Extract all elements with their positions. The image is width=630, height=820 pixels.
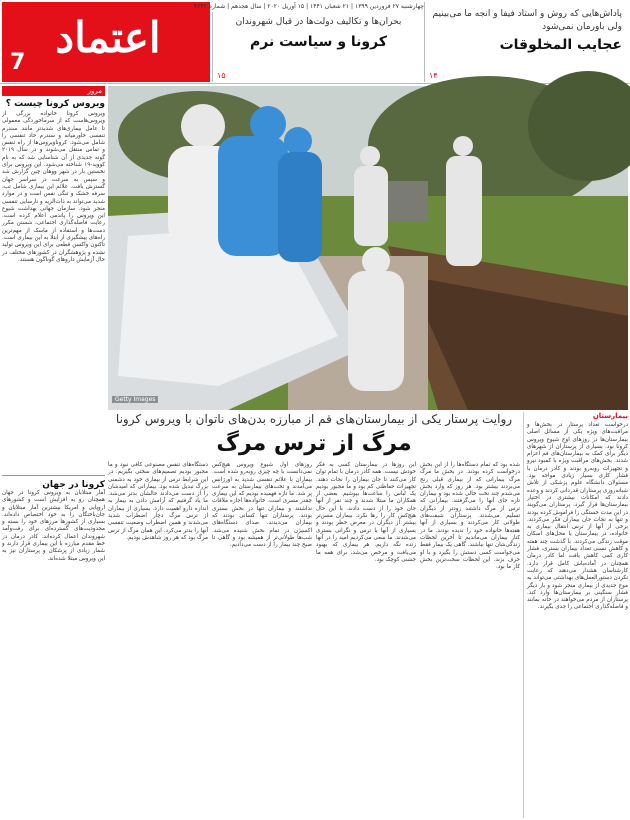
burial-scene-illustration (108, 86, 628, 410)
photo-credit: Getty Images (112, 396, 158, 403)
right-column-body: درخواست تعداد پرستار در بخش‌ها و مراقبت‌های ویژه یکی از مسائل اصلی بیمارستان‌ها در روزهای اوج شیوع ویروس کرونا بود. بسیاری از پرستاران از شهرهای دیگر برای کمک به بیمارستان‌های قم اعزام شدند. بخش‌های مراقبت ویژه با کمبود نیرو و تجهیزات روبه‌رو بودند و کادر درمان با فشار کاری بسیار زیادی مواجه بود. مسئولان دانشگاه علوم پزشکی از تلاش شبانه‌روزی پرستاران قدردانی کردند و وعده دادند که امکانات بیشتری در اختیار بیمارستان‌ها قرار گیرد. پرستاران می‌گویند در این مدت خستگی را فراموش کرده بودند و تنها به نجات جان بیماران فکر می‌کردند. برخی از آنها از ترس انتقال بیماری به خانواده، در بیمارستان یا محل‌های اسکان موقت زندگی می‌کردند. با گذشت چند هفته و کاهش نسبی تعداد بیماران بستری، فشار کاری کمی کاهش یافت اما کادر درمان همچنان در آماده‌باش کامل قرار دارد. کارشناسان هشدار می‌دهند که رعایت نکردن دستورالعمل‌های بهداشتی می‌تواند به موج جدیدی از بیماری منجر شود و بار دیگر فشار سنگینی بر بیمارستان‌ها وارد کند. پرستاران از مردم می‌خواهند در خانه بمانند و فاصله‌گذاری اجتماعی را جدی بگیرند. (526, 422, 628, 611)
article-column: این روزها در بیمارستان کسی به فکر خودش نیست. همه کادر درمان با تمام توان کار می‌کنند تا جان بیماران را نجات دهند. تجهیزات حفاظتی کم بود و ما مجبور بودیم یک لباس را ساعت‌ها بپوشیم. بعضی از همکاران ما مبتلا شدند و چند نفر از آنها جان خود را از دست دادند. با این حال هیچ‌کس کار را رها نکرد. بیماران مسن‌تر بیشتر از دیگران در معرض خطر بودند و بسیاری از آنها با ترس و نگرانی بستری می‌شدند. ما سعی می‌کردیم امید را در آنها زنده نگه داریم. هر بیماری که بهبود می‌یافت و مرخص می‌شد، برای همه ما جشنی کوچک بود. (316, 462, 416, 563)
teaser-page-number: ۱۵ (217, 71, 226, 80)
teaser-kicker: بحران‌ها و تکالیف دولت‌ها در قبال شهروندان (235, 17, 402, 27)
masthead (0, 0, 630, 84)
right-column (523, 412, 628, 818)
teaser-headline: عجایب المخلوقات (499, 37, 622, 53)
logo-text: اعتماد (55, 13, 161, 62)
sidebar-body: ویروس کرونا خانواده بزرگی از ویروس‌هاست که از سرماخوردگی معمولی تا عامل بیماری‌های شدیدتر مانند سندرم تنفسی خاورمیانه و سندرم حاد تنفسی را شامل می‌شود. کروناویروس‌ها از راه تنفس و تماس منتقل می‌شوند و در سال ۲۰۱۹ گونه جدیدی از آن شناسایی شد که به نام کووید-۱۹ شناخته می‌شود. این ویروس برای نخستین بار در شهر ووهان چین گزارش شد و سپس به سرعت در سراسر جهان گسترش یافت. علائم این بیماری شامل تب، سرفه خشک و تنگی نفس است و در موارد شدید می‌تواند به ذات‌الریه و نارسایی تنفسی منجر شود. سازمان جهانی بهداشت شیوع این ویروس را پاندمی اعلام کرده است. رعایت فاصله‌گذاری اجتماعی، شستن مکرر دست‌ها و استفاده از ماسک از مهم‌ترین راه‌های پیشگیری از ابتلا به این بیماری است. تاکنون واکسن قطعی برای این ویروس تولید نشده و پژوهشگران در کشورهای مختلف در حال آزمایش داروهای گوناگون هستند. (2, 111, 105, 263)
article-kicker: روایت پرستار یکی از بیمارستان‌های قم از مبارزه بدن‌های ناتوان با ویروس کرونا (115, 412, 513, 426)
teaser-box[interactable] (212, 12, 424, 82)
newspaper-logo (2, 2, 210, 82)
article-column: دستگاه‌های تنفس مصنوعی کافی نبود و ما مجبور بودیم تصمیم‌های سختی بگیریم. در این شرایط ترس از بیماری خود به دشمنی بزرگ تبدیل شده بود. بیمارانی که امیدشان را از دست می‌دادند حالشان بدتر می‌شد. ما یاد گرفتیم که آرامش دادن به بیمار به اندازه دارو اهمیت دارد. بسیاری از بیماران از ترس مرگ دچار اضطراب شدید می‌شدند و همین اضطراب وضعیت تنفسی آنها را بدتر می‌کرد. این همان مرگ از ترس مرگ بود که هر روز شاهدش بودیم. (108, 462, 208, 541)
teaser-headline: کرونا و سیاست نرم (250, 34, 387, 50)
sidebar-title-2: کرونا در جهان (42, 480, 105, 490)
lead-photo (108, 86, 628, 410)
article-column: شده بود که تمام دستگاه‌ها را از این بخش درخواست کرده بودند. در بخش ما مرگ مرگ بیمارانی که از بیماری قبلی رنج می‌بردند بیشتر بود. هر روز که وارد بخش می‌شدم چند تخت خالی شده بود و بیماران تازه جای آنها را می‌گرفتند. بیمارانی که ترس از مرگ داشتند زودتر از دیگران تسلیم می‌شدند. پرستاران شیفت‌های طولانی کار می‌کردند و بسیاری از آنها هفته‌ها خانواده خود را ندیده بودند. ما در کنار بیماران می‌ماندیم تا آخرین لحظات زندگی‌شان تنها نباشند. گاهی یک بیمار فقط می‌خواست کسی دستش را بگیرد و با او حرف بزند. این لحظات سخت‌ترین بخش کار ما بود. (420, 462, 520, 571)
sidebar-body-2: آمار مبتلایان به ویروس کرونا در جهان همچنان رو به افزایش است و کشورهای اروپایی و امریکا بیشترین آمار مبتلایان و جان‌باختگان را به خود اختصاص داده‌اند. بسیاری از کشورها مرزهای خود را بسته و محدودیت‌های گسترده‌ای برای رفت‌وآمد شهروندان اعمال کرده‌اند. کادر درمان در خط مقدم مبارزه با این بیماری قرار دارند و شمار زیادی از پزشکان و پرستاران نیز به این ویروس مبتلا شده‌اند. (2, 490, 105, 562)
section-label: بیمارستان (592, 412, 628, 420)
dateline: چهارشنبه ۲۷ فروردین ۱۳۹۹ | ۲۱ شعبان ۱۴۴۱ | ۱۵ آوریل ۲۰۲۰ | سال هجدهم | شماره ۴۶۴۲ (194, 3, 424, 10)
sidebar-column (2, 86, 105, 818)
article-headline: مرگ از ترس مرگ (216, 431, 412, 456)
section-label: مرور (2, 86, 105, 96)
sidebar-title: ویروس کرونا چیست ؟ (5, 99, 105, 109)
teaser-page-number: ۱۴ (429, 71, 438, 80)
article-column: روزهای اول شیوع ویروس هیچ‌کس نمی‌دانست با چه چیزی روبه‌رو شده است. بیماران با علائم تنفسی شدید به اورژانس می‌آمدند و تخت‌های بیمارستان به سرعت پر شد. ما تازه فهمیده بودیم که این بیماری چقدر مسری است. خانواده‌ها اجازه ملاقات نداشتند و بیماران تنها در بخش بستری بودند. پرستاران تنها کسانی بودند که بیماران می‌دیدند. صدای دستگاه‌های اکسیژن در تمام بخش شنیده می‌شد. شب‌ها طولانی‌تر از همیشه بود و گاهی تا صبح چند بیمار را از دست می‌دادیم. (212, 462, 312, 549)
teaser-box[interactable] (424, 2, 628, 82)
teaser-kicker: پاداش‌هایی که روش و استاد فیفا و انجه ما می‌بینیم ولی باورمان نمی‌شود (432, 9, 622, 32)
edition-number: 7 (10, 50, 26, 75)
